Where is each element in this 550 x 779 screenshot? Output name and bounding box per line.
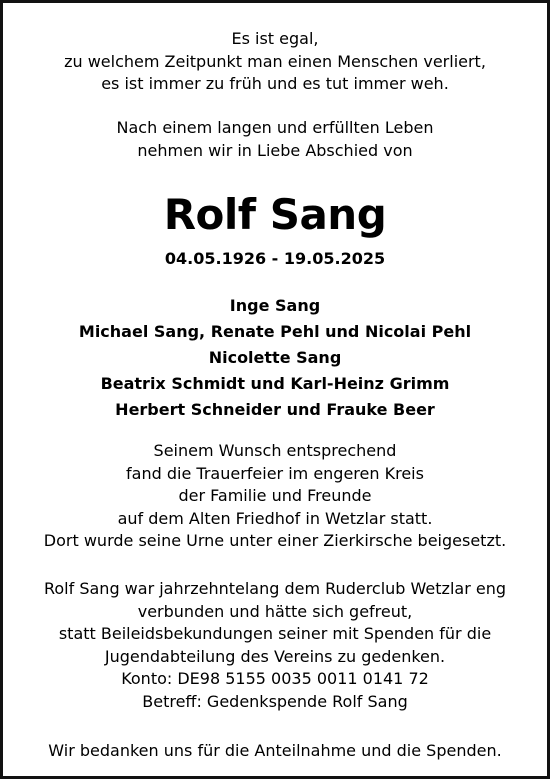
deceased-name: Rolf Sang <box>163 190 387 239</box>
thanks-line: Wir bedanken uns für die Anteilnahme und die Spenden. <box>48 741 502 760</box>
donation-paragraph <box>3 578 547 713</box>
life-dates: 04.05.1926 - 19.05.2025 <box>164 249 386 268</box>
poem-line: Es ist egal, <box>231 29 319 48</box>
mourner-line: Beatrix Schmidt und Karl-Heinz Grimm <box>100 374 450 393</box>
donation-line: Jugendabteilung des Vereins zu gedenken. <box>104 646 446 666</box>
intro-block <box>3 117 547 162</box>
intro-line: Nach einem langen und erfüllten Leben <box>116 118 434 137</box>
funeral-line: Seinem Wunsch entsprechend <box>153 441 397 460</box>
funeral-line: auf dem Alten Friedhof in Wetzlar statt. <box>117 508 433 528</box>
mourner-line: Michael Sang, Renate Pehl und Nicolai Pehl <box>78 322 472 341</box>
mourners-list <box>3 293 547 423</box>
donation-line: Rolf Sang war jahrzehntelang dem Ruderclub Wetzlar eng <box>43 579 506 598</box>
funeral-paragraph <box>3 440 547 553</box>
mourner-line: Herbert Schneider und Frauke Beer <box>115 400 435 419</box>
bank-account: Konto: DE98 5155 0035 0011 0141 72 <box>121 669 429 688</box>
funeral-line: Dort wurde seine Urne unter einer Zierkirsche beigesetzt. <box>43 531 507 550</box>
intro-line: nehmen wir in Liebe Abschied von <box>137 140 413 160</box>
donation-line: verbunden und hätte sich gefreut, <box>137 601 413 621</box>
funeral-line: fand die Trauerfeier im engeren Kreis <box>126 463 424 483</box>
funeral-line: der Familie und Freunde <box>178 486 372 505</box>
poem-block <box>3 28 547 96</box>
poem-line: zu welchem Zeitpunkt man einen Menschen verliert, <box>64 51 486 71</box>
poem-line: es ist immer zu früh und es tut immer weh. <box>101 74 449 93</box>
donation-line: statt Beileidsbekundungen seiner mit Spenden für die <box>58 624 492 643</box>
payment-reference: Betreff: Gedenkspende Rolf Sang <box>142 691 408 711</box>
mourner-line: Inge Sang <box>229 296 321 315</box>
mourner-line: Nicolette Sang <box>208 348 342 367</box>
